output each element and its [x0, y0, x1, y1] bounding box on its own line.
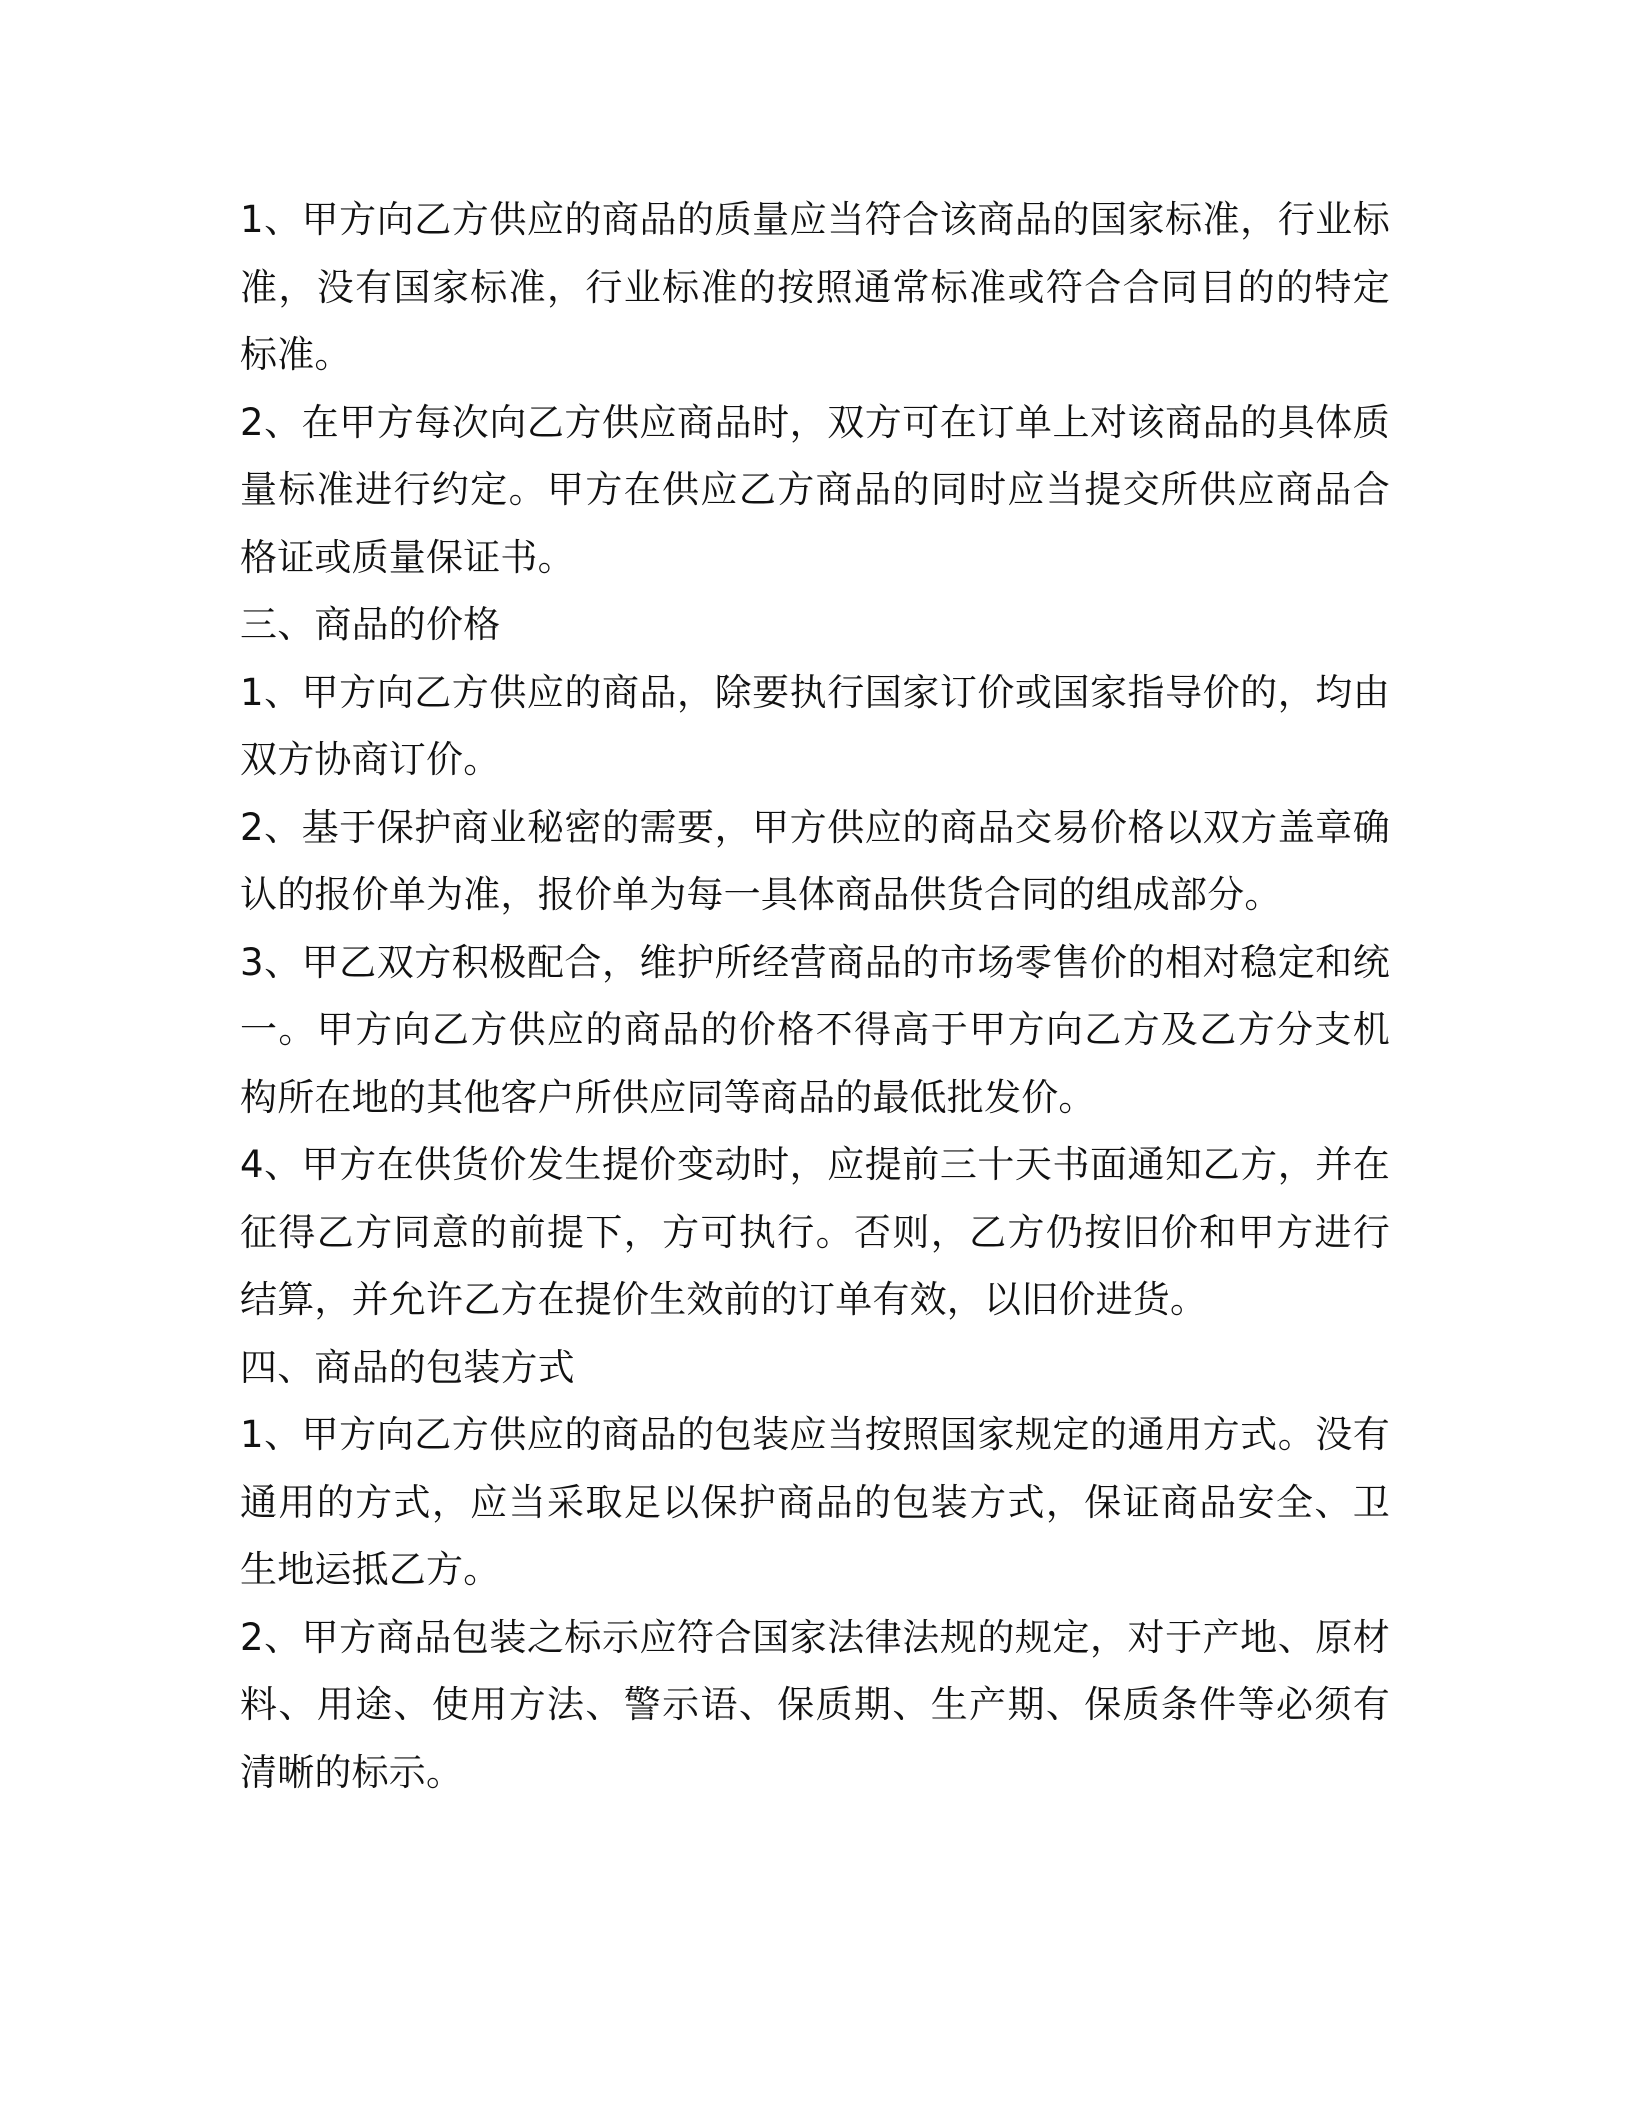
clause-price-3: 3、甲乙双方积极配合，维护所经营商品的市场零售价的相对稳定和统一。甲方向乙方供应的商品的价格不得高于甲方向乙方及乙方分支机构所在地的其他客户所供应同等商品的最低批发价。: [240, 940, 1390, 1119]
clause-price-4: 4、甲方在供货价发生提价变动时，应提前三十天书面通知乙方，并在征得乙方同意的前提下，方可执行。否则，乙方仍按旧价和甲方进行结算，并允许乙方在提价生效前的订单有效，以旧价进货。: [240, 1143, 1390, 1321]
clause-price-2: 2、基于保护商业秘密的需要，甲方供应的商品交易价格以双方盖章确认的报价单为准，报价单为每一具体商品供货合同的组成部分。: [240, 805, 1390, 916]
document-body: [240, 186, 1390, 1806]
section-heading-packaging: 四、商品的包装方式: [240, 1345, 575, 1389]
clause-packaging-2: 2、甲方商品包装之标示应符合国家法律法规的规定，对于产地、原材料、用途、使用方法、警示语、保质期、生产期、保质条件等必须有清晰的标示。: [240, 1615, 1390, 1794]
section-heading-price: 三、商品的价格: [240, 603, 501, 646]
clause-price-1: 1、甲方向乙方供应的商品，除要执行国家订价或国家指导价的，均由双方协商订价。: [240, 670, 1390, 781]
clause-quality-2: 2、在甲方每次向乙方供应商品时，双方可在订单上对该商品的具体质量标准进行约定。甲方在供应乙方商品的同时应当提交所供应商品合格证或质量保证书。: [240, 400, 1390, 579]
clause-packaging-1: 1、甲方向乙方供应的商品的包装应当按照国家规定的通用方式。没有通用的方式，应当采取足以保护商品的包装方式，保证商品安全、卫生地运抵乙方。: [240, 1413, 1390, 1591]
clause-quality-1: 1、甲方向乙方供应的商品的质量应当符合该商品的国家标准，行业标准，没有国家标准，行业标准的按照通常标准或符合合同目的的特定标准。: [240, 198, 1390, 376]
